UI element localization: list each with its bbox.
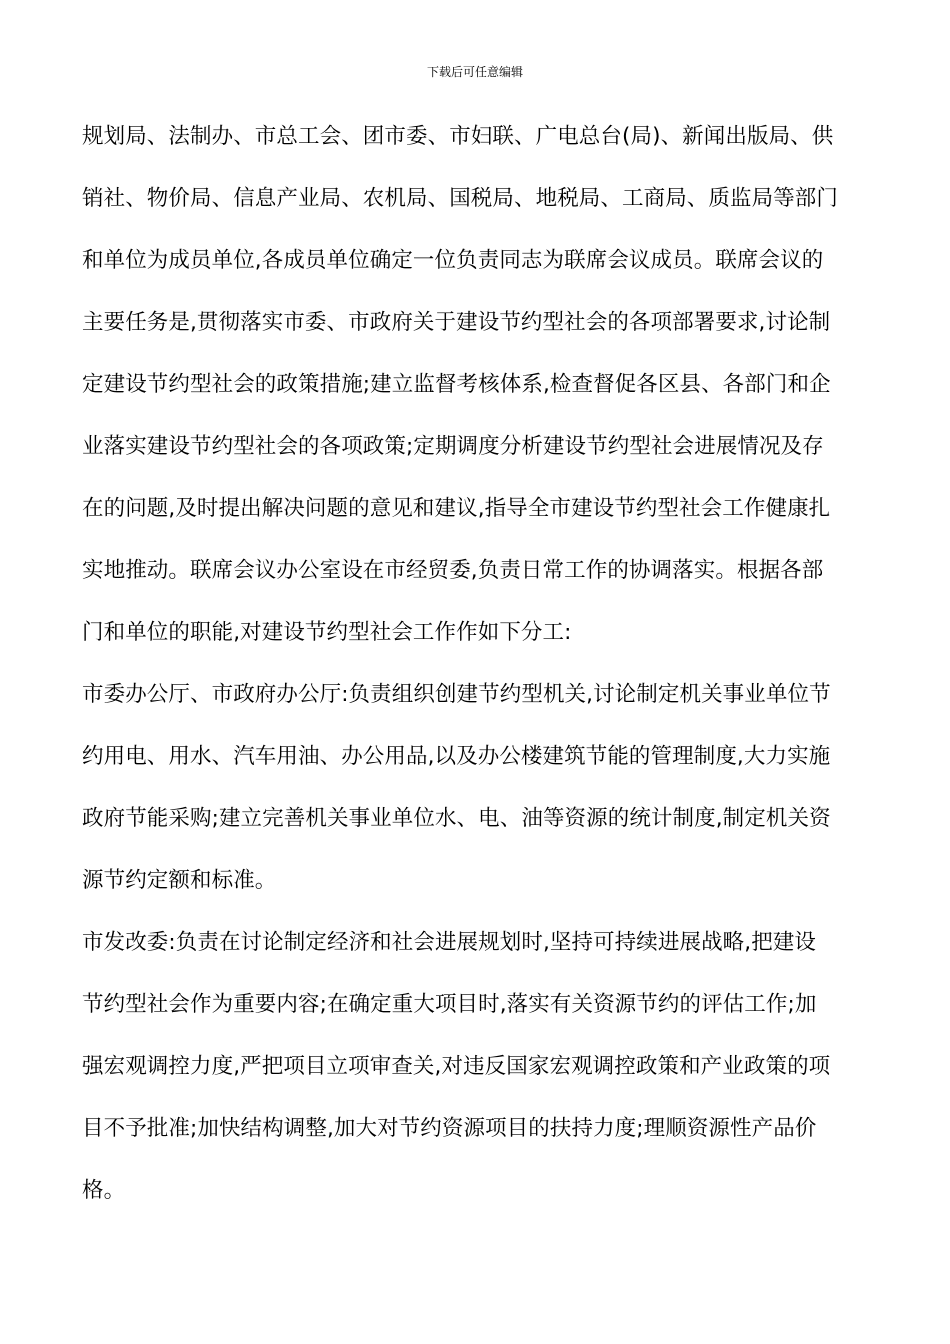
text-line: 市发改委:负责在讨论制定经济和社会进展规划时,坚持可持续进展战略,把建设 [82,930,817,955]
text-line: 源节约定额和标准。 [82,868,277,893]
page-header: 下载后可任意编辑 [426,65,523,79]
text-line: 政府节能采购;建立完善机关事业单位水、电、油等资源的统计制度,制定机关资 [82,806,831,831]
text-line: 市委办公厅、市政府办公厅:负责组织创建节约型机关,讨论制定机关事业单位节 [82,682,831,707]
text-line: 目不予批准;加快结构调整,加大对节约资源项目的扶持力度;理顺资源性产品价 [82,1116,817,1141]
text-line: 在的问题,及时提出解决问题的意见和建议,指导全市建设节约型社会工作健康扎 [82,496,831,521]
text-line: 主要任务是,贯彻落实市委、市政府关于建设节约型社会的各项部署要求,讨论制 [82,310,831,335]
text-line: 定建设节约型社会的政策措施;建立监督考核体系,检查督促各区县、各部门和企 [82,372,831,397]
text-line: 和单位为成员单位,各成员单位确定一位负责同志为联席会议成员。联席会议的 [82,248,824,273]
text-line: 格。 [82,1178,126,1203]
text-line: 约用电、用水、汽车用油、办公用品,以及办公楼建筑节能的管理制度,大力实施 [82,744,831,769]
document-body [82,118,872,1234]
text-line: 销社、物价局、信息产业局、农机局、国税局、地税局、工商局、质监局等部门 [82,186,839,211]
text-line: 业落实建设节约型社会的各项政策;定期调度分析建设节约型社会进展情况及存 [82,434,824,459]
text-line: 门和单位的职能,对建设节约型社会工作作如下分工: [82,620,572,645]
text-line: 实地推动。联席会议办公室设在市经贸委,负责日常工作的协调落实。根据各部 [82,558,824,583]
text-line: 强宏观调控力度,严把项目立项审查关,对违反国家宏观调控政策和产业政策的项 [82,1054,831,1079]
text-line: 节约型社会作为重要内容;在确定重大项目时,落实有关资源节约的评估工作;加 [82,992,817,1017]
text-line: 规划局、法制办、市总工会、团市委、市妇联、广电总台(局)、新闻出版局、供 [82,124,834,149]
